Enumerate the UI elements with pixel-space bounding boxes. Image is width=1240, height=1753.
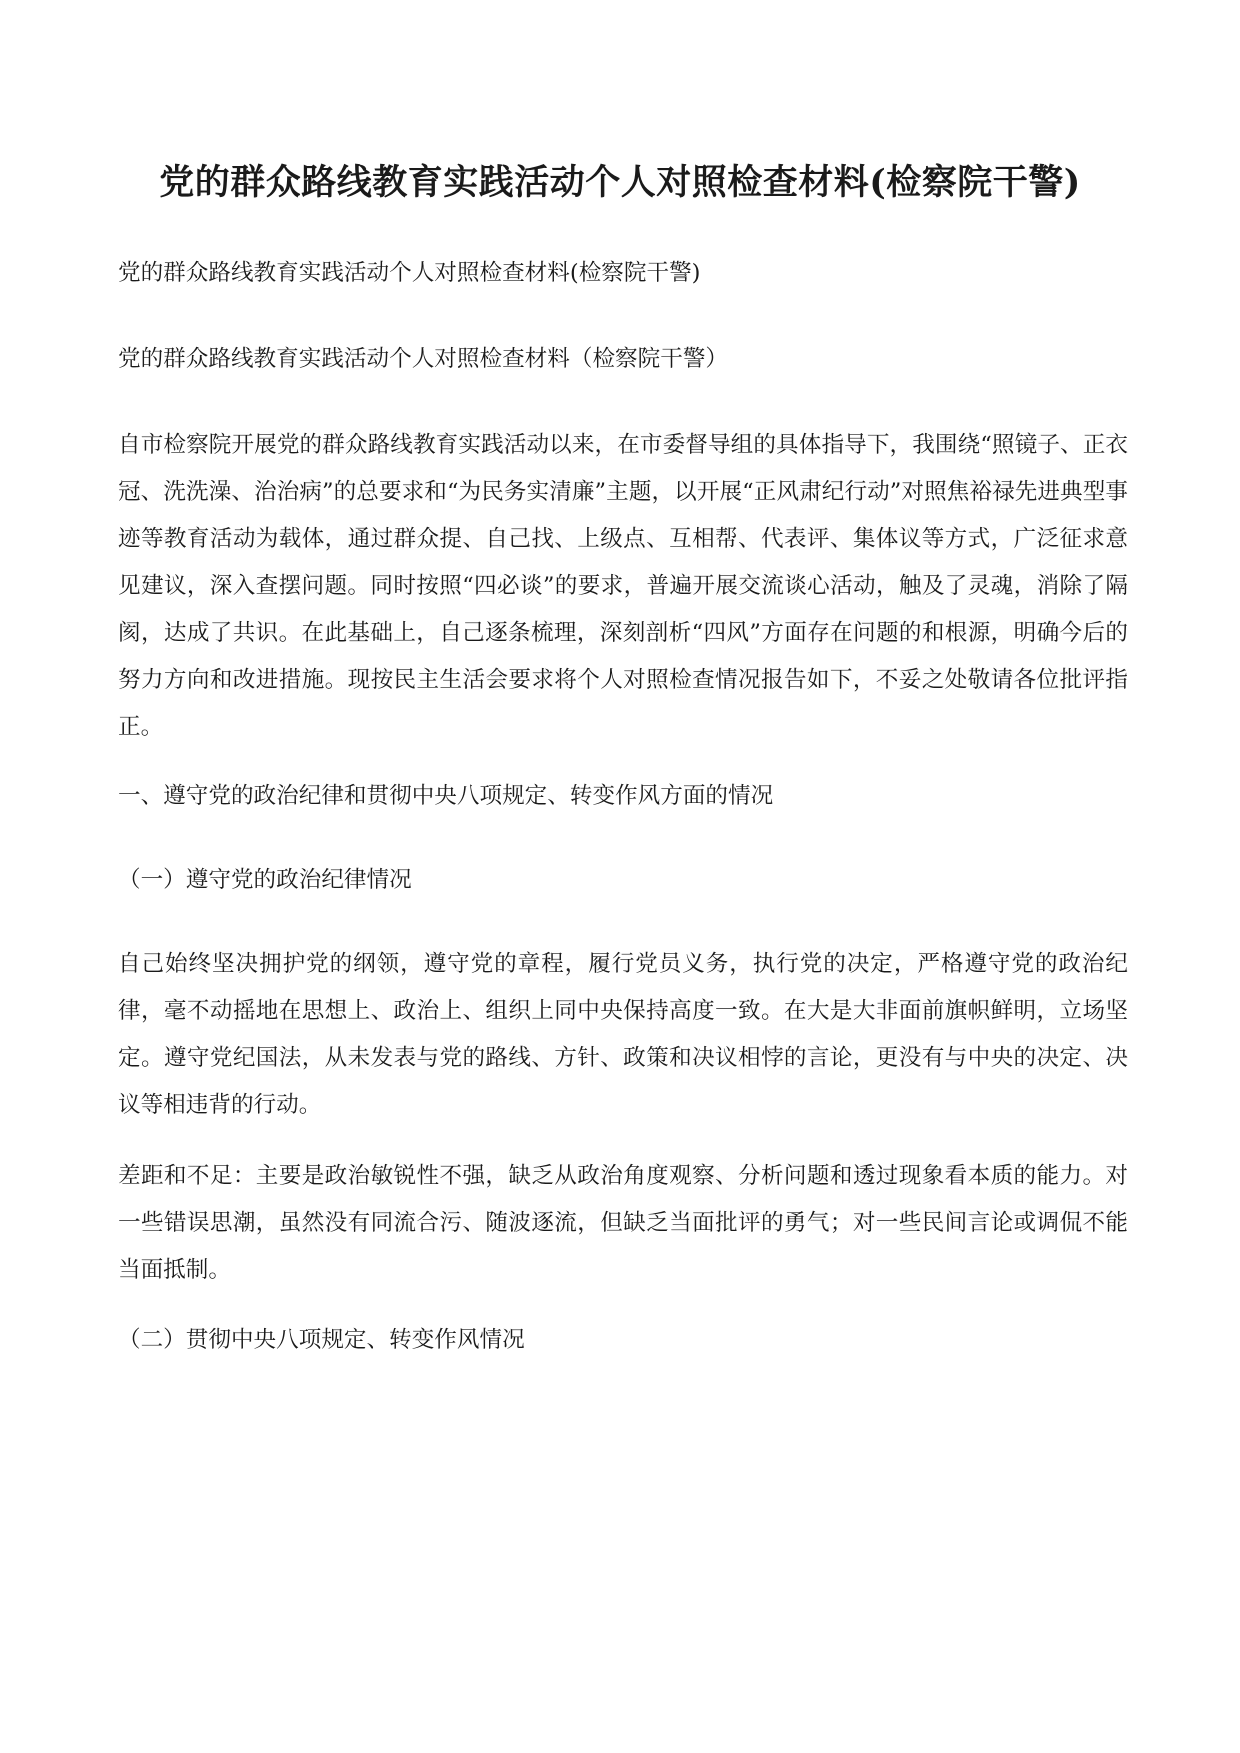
intro-paragraph: 自市检察院开展党的群众路线教育实践活动以来，在市委督导组的具体指导下，我围绕“照镜子、正衣冠、洗洗澡、治治病”的总要求和“为民务实清廉”主题，以开展“正风肃纪行动”对照焦裕禄先进典型事迹等教育活动为载体，通过群众提、自己找、上级点、互相帮、代表评、集体议等方式，广泛征求意见建议，深入查摆问题。同时按照“四必谈”的要求，普遍开展交流谈心活动，触及了灵魂，消除了隔阂，达成了共识。在此基础上，自己逐条梳理，深刻剖析“四风”方面存在问题的和根源，明确今后的努力方向和改进措施。现按民主生活会要求将个人对照检查情况报告如下，不妥之处敬请各位批评指正。 <box>118 432 1128 740</box>
subsection-heading-1: （一）遵守党的政治纪律情况 <box>118 867 412 893</box>
document-title: 党的群众路线教育实践活动个人对照检查材料(检察院干警) <box>159 162 1081 203</box>
subsection-heading-2: （二）贯彻中央八项规定、转变作风情况 <box>118 1327 525 1353</box>
subtitle-line-2: 党的群众路线教育实践活动个人对照检查材料（检察院干警） <box>118 346 729 372</box>
body-paragraph-2: 差距和不足：主要是政治敏锐性不强，缺乏从政治角度观察、分析问题和透过现象看本质的能力。对一些错误思潮，虽然没有同流合污、随波逐流，但缺乏当面批评的勇气；对一些民间言论或调侃不能当面抵制。 <box>118 1163 1128 1283</box>
subtitle-line-1: 党的群众路线教育实践活动个人对照检查材料(检察院干警) <box>118 260 701 286</box>
section-heading-1: 一、遵守党的政治纪律和贯彻中央八项规定、转变作风方面的情况 <box>118 783 774 809</box>
body-paragraph-1: 自己始终坚决拥护党的纲领，遵守党的章程，履行党员义务，执行党的决定，严格遵守党的政治纪律，毫不动摇地在思想上、政治上、组织上同中央保持高度一致。在大是大非面前旗帜鲜明，立场坚定。遵守党纪国法，从未发表与党的路线、方针、政策和决议相悖的言论，更没有与中央的决定、决议等相违背的行动。 <box>118 951 1128 1118</box>
